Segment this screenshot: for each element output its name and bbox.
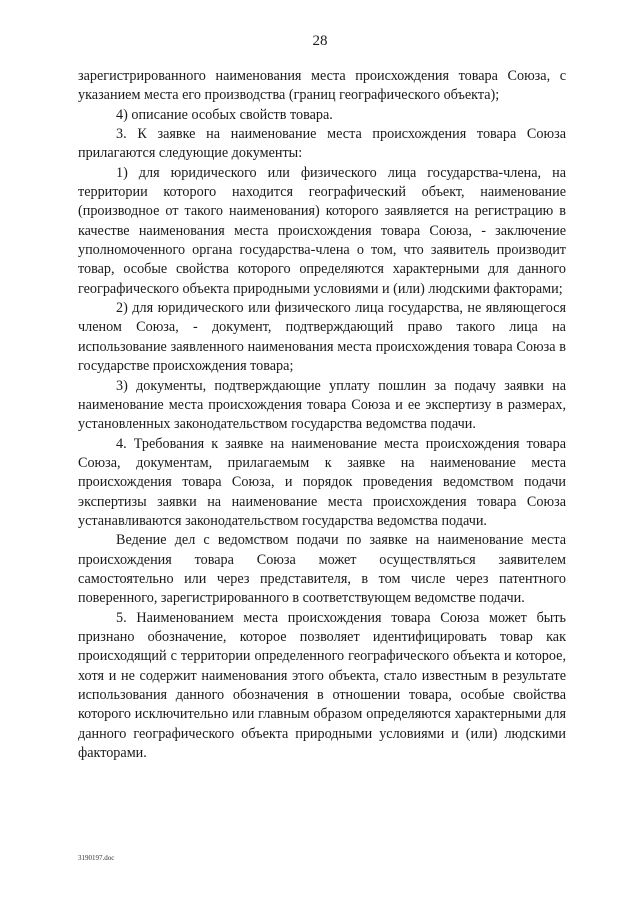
document-body [78,67,566,763]
paragraph: 2) для юридического или физического лица государства, не являющегося членом Союза, - документ, подтверждающий право такого лица на использование заявленного наименования места происхождения товара Союза в государстве происхождения товара; [78,300,566,375]
paragraph: зарегистрированного наименования места происхождения товара Союза, с указанием места его производства (границ географического объекта); [78,68,566,104]
paragraph: 4) описание особых свойств товара. [116,106,333,123]
paragraph: 3. К заявке на наименование места происхождения товара Союза прилагаются следующие документы: [78,126,566,162]
paragraph: 3) документы, подтверждающие уплату пошлин за подачу заявки на наименование места происхождения товара Союза и ее экспертизу в размерах, установленных законодательством государства ведомства подачи. [78,377,566,433]
paragraph: 4. Требования к заявке на наименование места происхождения товара Союза, документам, прилагаемым к заявке на наименование места происхождения товара Союза, и порядок проведения ведомством подачи экспертизы заявки на наименование места происхождения товара Союза устанавливаются законодательством государства ведомства подачи. [78,435,566,529]
footer-file-name: 3190197.doc [78,854,115,862]
paragraph: 1) для юридического или физического лица государства-члена, на территории которого находится географический объект, наименование (производное от такого наименования) которого заявляется на регистрацию в качестве наименования места происхождения товара Союза, - заключение уполномоченного органа государства-члена о том, что заявитель производит товар, особые свойства которого определяются характерными для данного географического объекта природными условиями и (или) людскими факторами; [78,164,566,297]
paragraph: Ведение дел с ведомством подачи по заявке на наименование места происхождения товара Союза может осуществляться заявителем самостоятельно или через представителя, в том числе через патентного поверенного, зарегистрированного в соответствующем ведомстве подачи. [78,532,566,607]
paragraph: 5. Наименованием места происхождения товара Союза может быть признано обозначение, которое позволяет идентифицировать товар как происходящий с территории определенного географического объекта и которое, хотя и не содержит наименования этого объекта, стало известным в результате использования данного обозначения в отношении товара, особые свойства которого исключительно или главным образом определяются характерными для данного географического объекта природными условиями и (или) людскими факторами. [78,609,566,762]
page-number: 28 [312,33,328,49]
